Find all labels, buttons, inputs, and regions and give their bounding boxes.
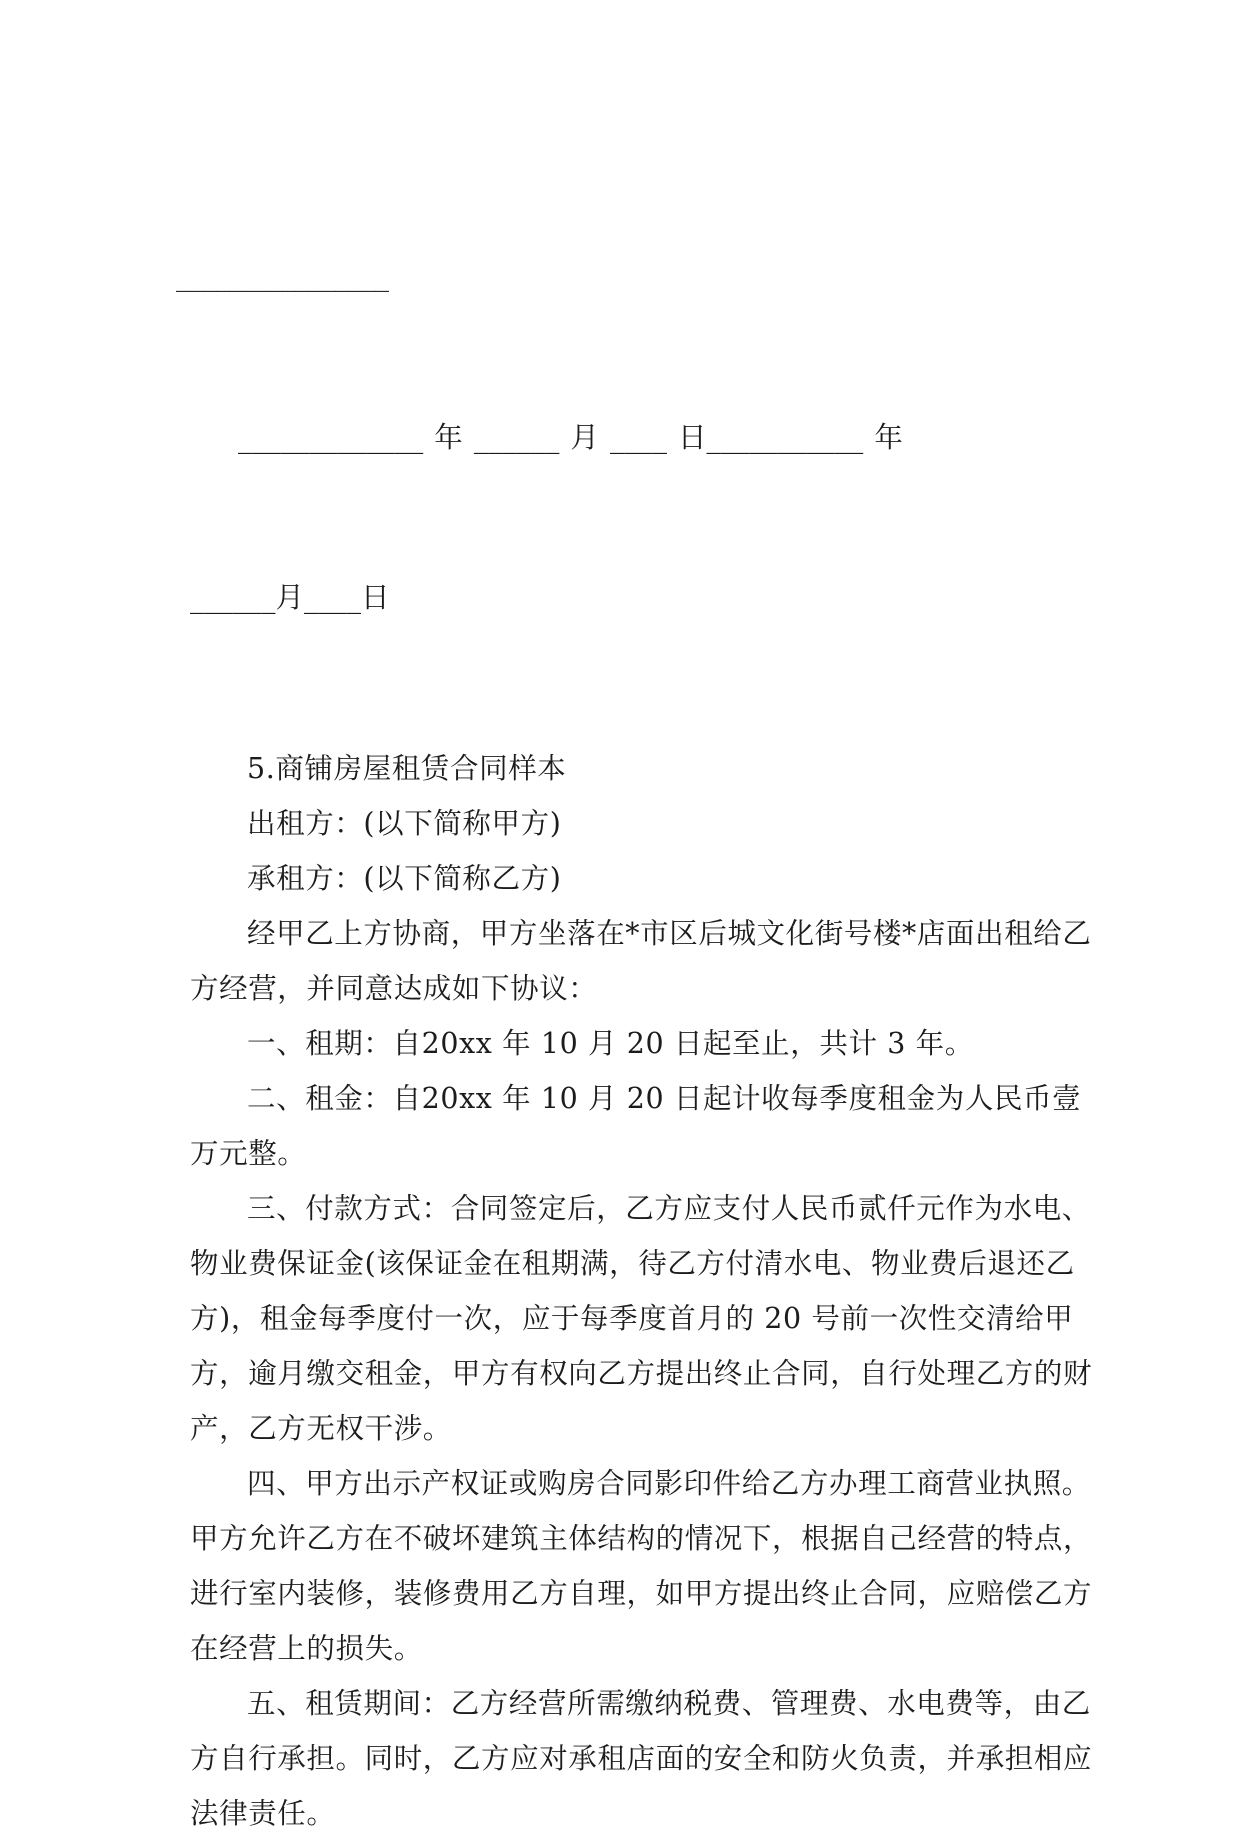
lessee-line: 承租方：(以下简称乙方) (247, 861, 562, 895)
clause-item: 四、甲方出示产权证或购房合同影印件给乙方办理工商营业执照。甲方允许乙方在不破坏建筑主体结构的情况下，根据自己经营的特点，进行室内装修，装修费用乙方自理，如甲方提出终止合同，应赔偿乙方在经营上的损失。 (190, 1466, 1093, 1665)
preamble-paragraph: 经甲乙上方协商，甲方坐落在*市区后城文化街号楼*店面出租给乙方经营，并同意达成如下协议： (190, 916, 1092, 1005)
document-body (176, 150, 1109, 1841)
signature-blank-block (176, 150, 1109, 733)
date-line-2: ______月____日 (190, 580, 390, 614)
blank-line-lead: ________________ (176, 259, 388, 292)
section-title: 5.商铺房屋租赁合同样本 (247, 751, 567, 785)
clause-item: 一、租期：自20xx 年 10 月 20 日起至止，共计 3 年。 (247, 1026, 974, 1060)
date-line-1: _____________ 年 ______ 月 ____ 日___________ 年 (238, 420, 903, 454)
clause-item: 二、租金：自20xx 年 10 月 20 日起计收每季度租金为人民币壹万元整。 (190, 1081, 1082, 1170)
clause-item: 三、付款方式：合同签定后，乙方应支付人民币贰仟元作为水电、物业费保证金(该保证金在租期满，待乙方付清水电、物业费后退还乙方)，租金每季度付一次，应于每季度首月的 20 号前一次性交清给甲方，逾月缴交租金，甲方有权向乙方提出终止合同，自行处理乙方的财产，乙方无权干涉。 (190, 1191, 1093, 1445)
clause-item: 五、租赁期间：乙方经营所需缴纳税费、管理费、水电费等，由乙方自行承担。同时，乙方应对承租店面的安全和防火负责，并承担相应法律责任。 (190, 1686, 1093, 1830)
lessor-line: 出租方：(以下简称甲方) (247, 806, 562, 840)
